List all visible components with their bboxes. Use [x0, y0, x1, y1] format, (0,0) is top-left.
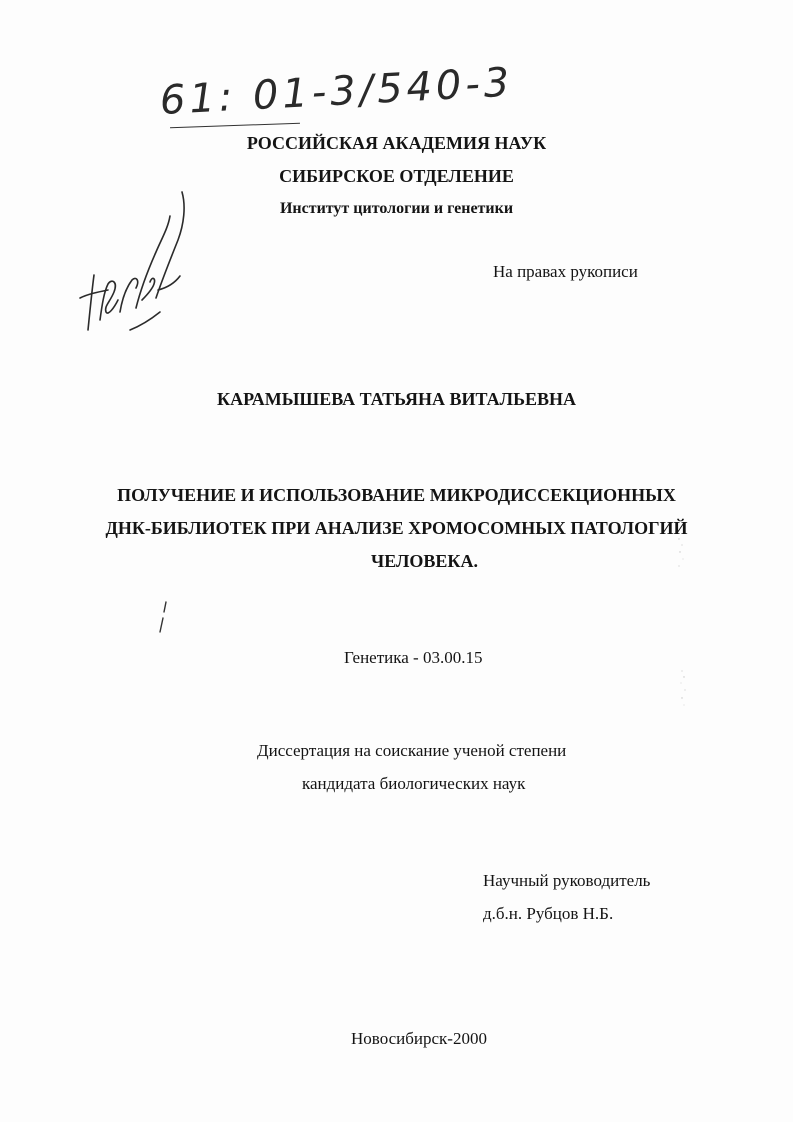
manuscript-note: На правах рукописи — [493, 262, 638, 281]
title-line-3: ЧЕЛОВЕКА. — [371, 551, 478, 571]
title-line-2: ДНК-БИБЛИОТЕК ПРИ АНАЛИЗЕ ХРОМОСОМНЫХ ПАТОЛОГИЙ — [105, 518, 688, 538]
degree-line-1: Диссертация на соискание ученой степени — [257, 741, 567, 760]
academy-name: РОССИЙСКАЯ АКАДЕМИЯ НАУК — [246, 133, 547, 153]
handwritten-archive-code: 61: 01-3/540-3 — [158, 59, 515, 124]
supervisor-name: д.б.н. Рубцов Н.Б. — [483, 904, 614, 923]
archive-code-underline — [170, 123, 300, 129]
place-year: Новосибирск-2000 — [351, 1029, 487, 1048]
scan-noise — [676, 535, 686, 575]
supervisor-role: Научный руководитель — [483, 871, 651, 890]
title-line-1: ПОЛУЧЕНИЕ И ИСПОЛЬЗОВАНИЕ МИКРОДИССЕКЦИОННЫХ — [117, 485, 676, 505]
degree-line-2: кандидата биологических наук — [302, 774, 526, 793]
author-name: КАРАМЫШЕВА ТАТЬЯНА ВИТАЛЬЕВНА — [217, 389, 576, 409]
specialty: Генетика - 03.00.15 — [344, 648, 483, 667]
branch-name: СИБИРСКОЕ ОТДЕЛЕНИЕ — [279, 166, 514, 186]
pen-mark — [156, 598, 170, 638]
scan-noise — [678, 668, 688, 708]
institute-name: Институт цитологии и генетики — [279, 200, 514, 217]
